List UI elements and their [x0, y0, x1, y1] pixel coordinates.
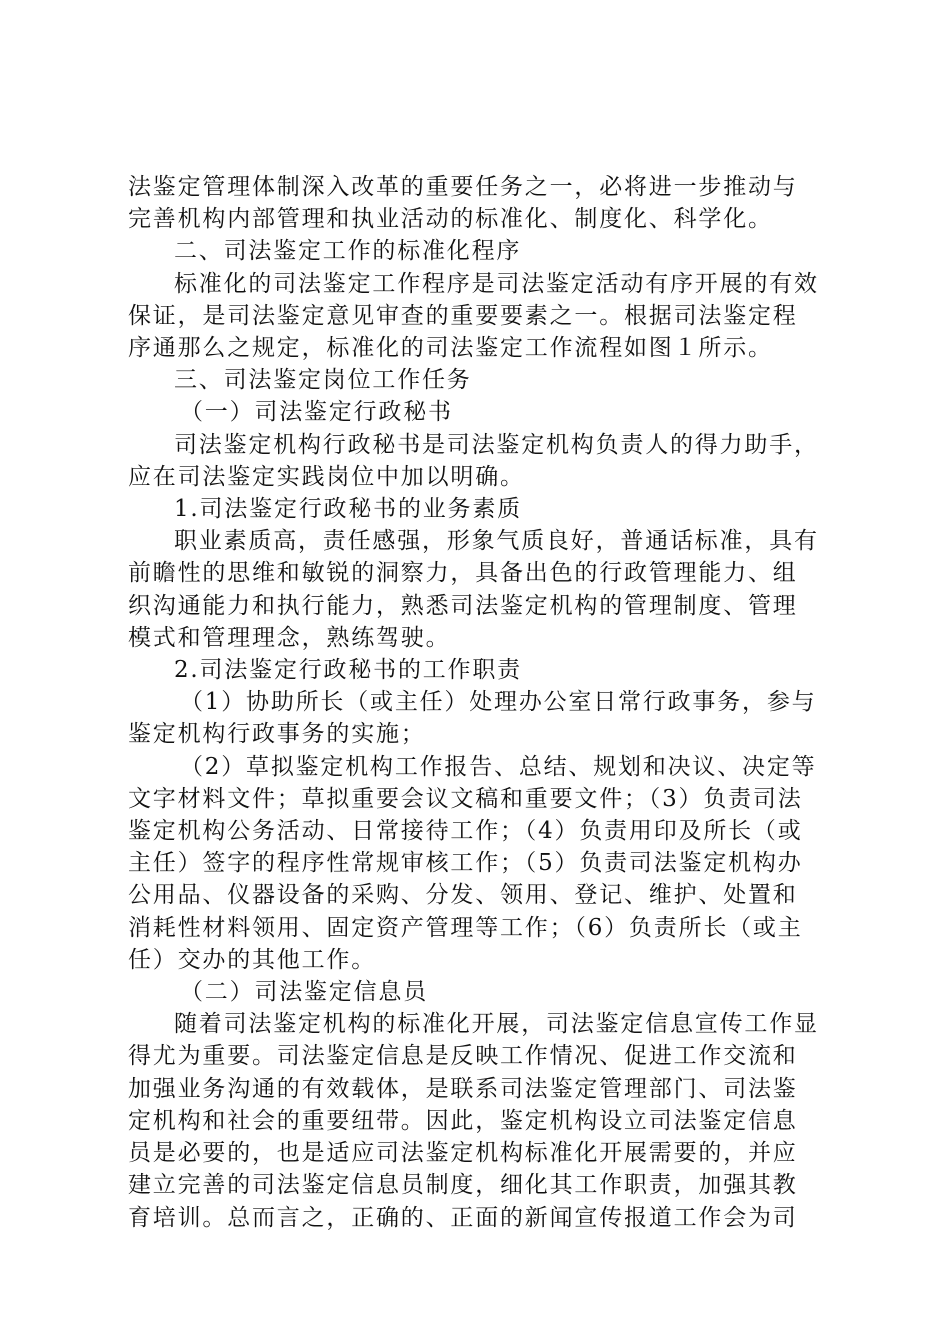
text-line: 二、司法鉴定工作的标准化程序: [174, 238, 522, 265]
document-body: [128, 171, 830, 1234]
section-heading: [128, 654, 830, 686]
text-line: 加强业务沟通的有效载体，是联系司法鉴定管理部门、司法鉴: [128, 1075, 798, 1102]
text-line: 鉴定机构行政事务的实施；: [128, 721, 426, 748]
body-paragraph: [128, 525, 830, 654]
text-line: 员是必要的，也是适应司法鉴定机构标准化开展需要的，并应: [128, 1140, 798, 1167]
body-paragraph: [128, 751, 830, 976]
text-line: 公用品、仪器设备的采购、分发、领用、登记、维护、处置和: [128, 882, 798, 909]
text-line: 司法鉴定机构行政秘书是司法鉴定机构负责人的得力助手，: [174, 431, 819, 458]
text-line: 文字材料文件；草拟重要会议文稿和重要文件；（3）负责司法: [128, 785, 803, 812]
section-heading: [128, 364, 830, 396]
text-line: 三、司法鉴定岗位工作任务: [174, 367, 472, 394]
text-line: 保证，是司法鉴定意见审查的重要要素之一。根据司法鉴定程: [128, 302, 798, 329]
section-heading: [128, 493, 830, 525]
section-heading: [128, 235, 830, 267]
section-heading: [128, 396, 830, 428]
text-line: 标准化的司法鉴定工作程序是司法鉴定活动有序开展的有效: [174, 270, 819, 297]
body-paragraph: [128, 429, 830, 493]
text-line: 消耗性材料领用、固定资产管理等工作；（6）负责所长（或主: [128, 914, 803, 941]
section-heading: [128, 976, 830, 1008]
text-line: 鉴定机构公务活动、日常接待工作；（4）负责用印及所长（或: [128, 818, 803, 845]
text-line: 2.司法鉴定行政秘书的工作职责: [174, 657, 522, 684]
text-line: 应在司法鉴定实践岗位中加以明确。: [128, 463, 525, 490]
body-paragraph: [128, 686, 830, 750]
text-line: 模式和管理理念，熟练驾驶。: [128, 624, 451, 651]
text-line: 建立完善的司法鉴定信息员制度，细化其工作职责，加强其教: [128, 1172, 798, 1199]
text-line: 主任）签字的程序性常规审核工作；（5）负责司法鉴定机构办: [128, 850, 803, 877]
text-line: 织沟通能力和执行能力，熟悉司法鉴定机构的管理制度、管理: [128, 592, 798, 619]
text-line: 随着司法鉴定机构的标准化开展，司法鉴定信息宣传工作显: [174, 1011, 819, 1038]
body-paragraph: [128, 268, 830, 365]
text-line: 1.司法鉴定行政秘书的业务素质: [174, 496, 522, 523]
text-line: 序通那么之规定，标准化的司法鉴定工作流程如图１所示。: [128, 335, 773, 362]
text-line: 定机构和社会的重要纽带。因此，鉴定机构设立司法鉴定信息: [128, 1107, 798, 1134]
text-line: 前瞻性的思维和敏锐的洞察力，具备出色的行政管理能力、组: [128, 560, 798, 587]
text-line: （二）司法鉴定信息员: [180, 979, 428, 1006]
text-line: （一）司法鉴定行政秘书: [180, 399, 453, 426]
body-paragraph: [128, 171, 830, 235]
text-line: 职业素质高，责任感强，形象气质良好，普通话标准，具有: [174, 528, 819, 555]
body-paragraph: [128, 1008, 830, 1233]
text-line: 完善机构内部管理和执业活动的标准化、制度化、科学化。: [128, 206, 773, 233]
text-line: 得尤为重要。司法鉴定信息是反映工作情况、促进工作交流和: [128, 1043, 798, 1070]
text-line: 法鉴定管理体制深入改革的重要任务之一，必将进一步推动与: [128, 174, 798, 200]
text-line: （2）草拟鉴定机构工作报告、总结、规划和决议、决定等: [180, 753, 817, 780]
text-line: 任）交办的其他工作。: [128, 946, 376, 973]
text-line: （1）协助所长（或主任）处理办公室日常行政事务，参与: [180, 689, 817, 716]
text-line: 育培训。总而言之，正确的、正面的新闻宣传报道工作会为司: [128, 1204, 798, 1231]
